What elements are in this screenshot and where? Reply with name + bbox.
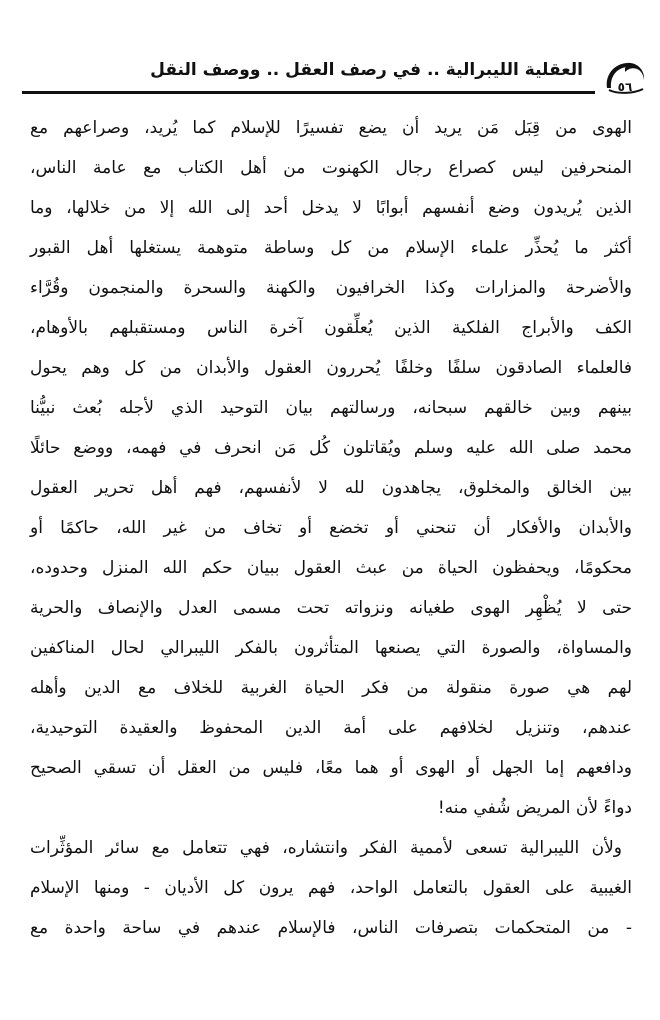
text-line: والمساواة، والصورة التي يصنعها المتأثرون بالفكر الليبرالي لحال المناكفين bbox=[30, 638, 632, 658]
page-number-badge bbox=[603, 58, 647, 98]
page-header bbox=[22, 56, 647, 102]
text-line: بينهم وبين خالقهم سبحانه، ورسالتهم بيان التوحيد الذي لأجله بُعث نبيُّنا bbox=[30, 398, 632, 418]
running-title: العقلية الليبرالية .. في رصف العقل .. ووصف النقل bbox=[150, 60, 583, 80]
paragraph-start-line: ولأن الليبرالية تسعى لأممية الفكر وانتشاره، فهي تتعامل مع سائر المؤثِّرات bbox=[30, 838, 622, 858]
text-line: بين الخالق والمخلوق، يجاهدون لله لا لأنفسهم، فهم أهل تحرير العقول bbox=[30, 478, 632, 498]
text-line: أكثر ما يُحذِّر علماء الإسلام من كل وساطة متوهمة يستغلها أهل القبور bbox=[30, 238, 632, 258]
text-line: الكف والأبراج الفلكية الذين يُعلِّقون آخرة الناس ومستقبلهم بالأوهام، bbox=[30, 318, 632, 338]
text-line: حتى لا يُظْهِر الهوى طغيانه ونزواته تحت مسمى العدل والإنصاف والحرية bbox=[30, 598, 632, 618]
text-line: لهم هي صورة منقولة من فكر الحياة الغربية للخلاف مع الدين وأهله bbox=[30, 678, 632, 698]
text-line: فالعلماء الصادقون سلفًا وخلفًا يُحررون العقول والأبدان من كل وهم يحول bbox=[30, 358, 632, 378]
body-text bbox=[30, 108, 632, 948]
text-line: الذين يُريدون وضع أنفسهم أبوابًا لا يدخل أحد إلى الله إلا من خلالها، وما bbox=[30, 198, 632, 218]
text-line: عندهم، وتنزيل لخلافهم على أمة الدين المحفوظ والعقيدة التوحيدية، bbox=[30, 718, 632, 738]
text-line: محمد صلى الله عليه وسلم ويُقاتلون كُل مَن انحرف في فهمه، ووضع حائلًا bbox=[30, 438, 632, 458]
text-line: ودافعهم إما الجهل أو الهوى أو هما معًا، فليس من العقل أن تسقي الصحيح bbox=[30, 758, 632, 778]
text-line: المنحرفين ليس كصراع رجال الكهنوت من أهل الكتاب مع عامة الناس، bbox=[30, 158, 632, 178]
text-line: والأضرحة والمزارات وكذا الخرافيون والكهنة والسحرة والمنجمون وقُرَّاء bbox=[30, 278, 632, 298]
header-rule bbox=[22, 91, 595, 94]
page-number: ٥٦ bbox=[617, 80, 633, 94]
text-line: محكومًا، ويحفظون الحياة من عبث العقول ببيان حكم الله المنزل وحدوده، bbox=[30, 558, 632, 578]
text-line: الغيبية على العقول بالتعامل الواحد، فهم يرون كل الأديان - ومنها الإسلام bbox=[30, 878, 632, 898]
text-line: والأبدان والأفكار أن تنحني أو تخضع أو تخاف من غير الله، حاكمًا أو bbox=[30, 518, 632, 538]
text-line: الهوى من قِبَل مَن يريد أن يضع تفسيرًا للإسلام كما يُريد، وصراعهم مع bbox=[30, 118, 632, 138]
text-line: - من المتحكمات بتصرفات الناس، فالإسلام عندهم في ساحة واحدة مع bbox=[30, 918, 632, 938]
paragraph-end-line: دواءً لأن المريض شُفي منه! bbox=[437, 798, 632, 818]
